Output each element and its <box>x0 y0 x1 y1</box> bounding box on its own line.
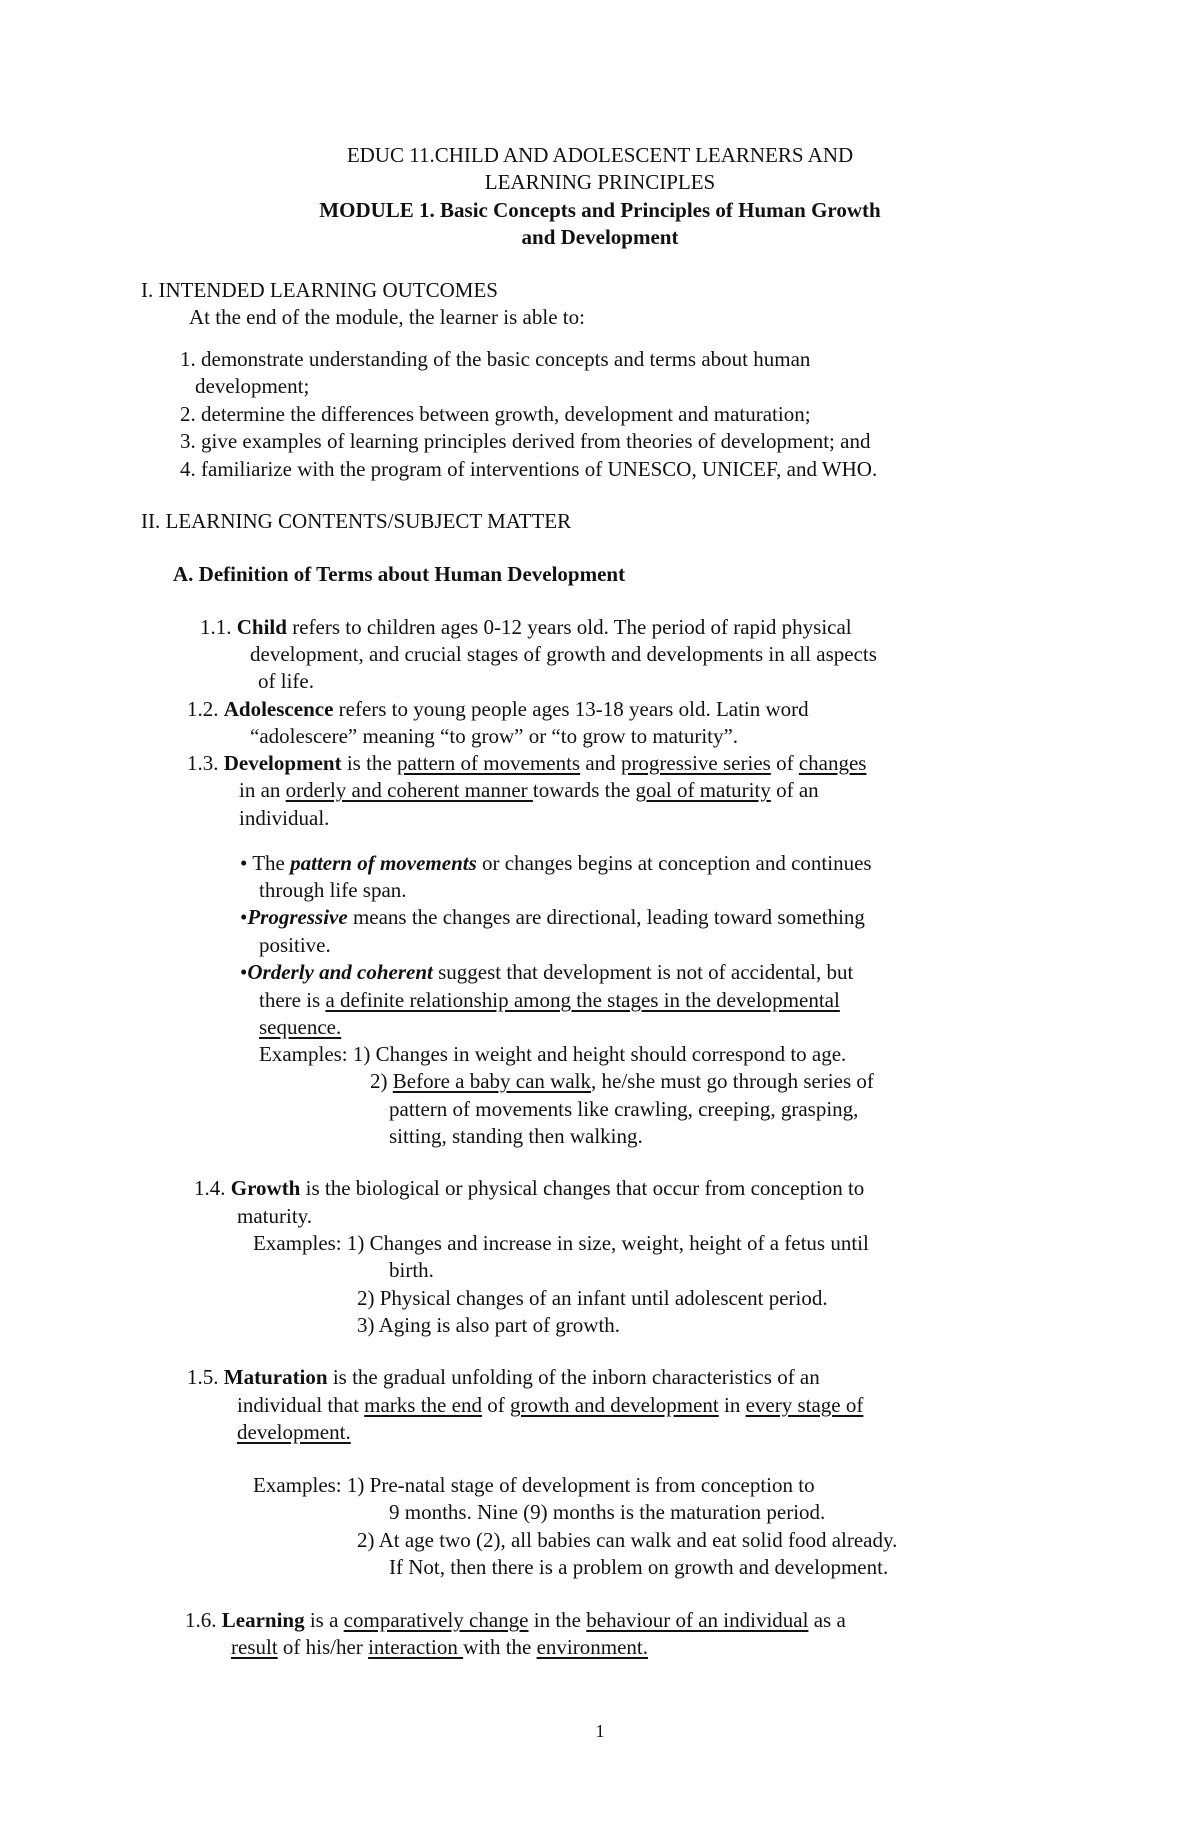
term-label: Growth <box>230 1176 301 1200</box>
term-text: refers to young people ages 13-18 years old. Latin word <box>333 697 809 721</box>
example-text: 1) Changes and increase in size, weight, height of a fetus until <box>346 1231 869 1255</box>
bullet-term: Progressive <box>247 905 348 929</box>
term-learning <box>185 1607 846 1635</box>
underlined-phrase: pattern of movements <box>396 751 581 775</box>
growth-example-3: 3) Aging is also part of growth. <box>357 1313 621 1337</box>
term-text: of <box>481 1393 510 1417</box>
term-text: towards the <box>532 778 636 802</box>
term-text: refers to children ages 0-12 years old. The period of rapid physical <box>286 615 852 639</box>
bullet-orderly-line-2 <box>259 987 840 1015</box>
term-text: is the biological or physical changes that occur from conception to <box>300 1176 865 1200</box>
term-development <box>187 750 866 778</box>
term-adolescence <box>187 696 809 724</box>
page-number: 1 <box>595 1721 605 1741</box>
underlined-phrase: environment. <box>536 1635 648 1659</box>
examples-label: Examples: <box>253 1231 347 1255</box>
term-text: individual that <box>237 1393 365 1417</box>
term-number: 1.3. <box>187 751 224 775</box>
term-number: 1.4. <box>194 1176 231 1200</box>
course-title-line-1: EDUC 11.CHILD AND ADOLESCENT LEARNERS AND <box>346 143 854 167</box>
underlined-phrase: orderly and coherent manner <box>285 778 533 802</box>
bullet-progressive <box>240 904 865 932</box>
term-child <box>200 614 852 642</box>
term-development-line-2 <box>239 777 819 805</box>
maturation-example-1 <box>253 1472 815 1500</box>
maturation-example-2-line-2: If Not, then there is a problem on growth and development. <box>389 1555 889 1579</box>
bullet-progressive-line-2: positive. <box>259 933 331 957</box>
bullet-orderly-line-3: sequence. <box>259 1015 342 1039</box>
term-child-line-2: development, and crucial stages of growth and developments in all aspects <box>250 642 877 666</box>
section-a-heading: A. Definition of Terms about Human Development <box>173 562 626 586</box>
example-text: 1) Changes in weight and height should correspond to age. <box>352 1042 847 1066</box>
term-maturation <box>187 1364 820 1392</box>
underlined-phrase: changes <box>798 751 867 775</box>
bullet-term: pattern of movements <box>290 851 477 875</box>
development-example-2-line-3: sitting, standing then walking. <box>389 1124 643 1148</box>
term-learning-line-2 <box>231 1634 648 1662</box>
term-label: Learning <box>221 1608 305 1632</box>
term-maturation-line-3: development. <box>237 1420 351 1444</box>
term-text: of an <box>770 778 819 802</box>
development-example-2 <box>370 1068 874 1096</box>
outcomes-heading: I. INTENDED LEARNING OUTCOMES <box>141 278 498 302</box>
term-text: is the gradual unfolding of the inborn characteristics of an <box>327 1365 820 1389</box>
term-number: 1.2. <box>187 697 224 721</box>
examples-label: Examples: <box>259 1042 353 1066</box>
bullet-icon: • <box>240 905 248 929</box>
term-label: Adolescence <box>223 697 334 721</box>
term-growth-line-2: maturity. <box>237 1204 313 1228</box>
growth-example-1 <box>253 1230 869 1258</box>
contents-heading: II. LEARNING CONTENTS/SUBJECT MATTER <box>141 509 572 533</box>
underlined-phrase: every stage of <box>745 1393 864 1417</box>
maturation-example-2: 2) At age two (2), all babies can walk and eat solid food already. <box>357 1528 898 1552</box>
term-label: Child <box>236 615 287 639</box>
term-text: in the <box>528 1608 587 1632</box>
module-title-line-1: MODULE 1. Basic Concepts and Principles of Human Growth <box>319 198 881 222</box>
underlined-phrase: interaction <box>368 1635 464 1659</box>
term-text: of <box>770 751 799 775</box>
term-growth <box>194 1175 864 1203</box>
term-text: is a <box>304 1608 344 1632</box>
underlined-phrase: behaviour of an individual <box>586 1608 809 1632</box>
development-example-1 <box>259 1041 846 1069</box>
term-maturation-line-2 <box>237 1392 863 1420</box>
underlined-phrase: comparatively change <box>343 1608 529 1632</box>
term-text: with the <box>463 1635 537 1659</box>
underlined-phrase: marks the end <box>364 1393 482 1417</box>
underlined-phrase: a definite relationship among the stages in the developmental <box>325 988 840 1012</box>
term-text: as a <box>808 1608 846 1632</box>
bullet-pattern-line-2: through life span. <box>259 878 407 902</box>
underlined-phrase: goal of maturity <box>635 778 771 802</box>
growth-example-1-line-2: birth. <box>389 1258 434 1282</box>
outcome-item-4: 4. familiarize with the program of interventions of UNESCO, UNICEF, and WHO. <box>180 457 878 481</box>
bullet-orderly <box>240 959 853 987</box>
term-development-line-3: individual. <box>239 806 330 830</box>
bullet-term: Orderly and coherent <box>247 960 433 984</box>
term-number: 1.6. <box>185 1608 222 1632</box>
underlined-phrase: progressive series <box>620 751 771 775</box>
example-text: 1) Pre-natal stage of development is from conception to <box>346 1473 815 1497</box>
term-label: Development <box>223 751 342 775</box>
examples-label: Examples: <box>253 1473 347 1497</box>
bullet-text: there is <box>259 988 326 1012</box>
outcome-item-1-cont: development; <box>195 374 310 398</box>
term-text: in <box>718 1393 746 1417</box>
development-example-2-line-2: pattern of movements like crawling, creeping, grasping, <box>389 1097 859 1121</box>
bullet-icon: • <box>240 960 248 984</box>
term-text: and <box>580 751 621 775</box>
term-child-line-3: of life. <box>258 669 314 693</box>
growth-example-2: 2) Physical changes of an infant until adolescent period. <box>357 1286 828 1310</box>
outcome-item-2: 2. determine the differences between growth, development and maturation; <box>180 402 811 426</box>
maturation-example-1-line-2: 9 months. Nine (9) months is the maturation period. <box>389 1500 826 1524</box>
module-title-line-2: and Development <box>521 225 679 249</box>
underlined-phrase: result <box>231 1635 278 1659</box>
bullet-pattern <box>240 850 872 878</box>
outcome-item-3: 3. give examples of learning principles derived from theories of development; and <box>180 429 871 453</box>
example-text: , he/she must go through series of <box>591 1069 874 1093</box>
term-label: Maturation <box>223 1365 328 1389</box>
term-number: 1.5. <box>187 1365 224 1389</box>
underlined-phrase: Before a baby can walk <box>392 1069 591 1093</box>
term-adolescence-line-2: “adolescere” meaning “to grow” or “to grow to maturity”. <box>250 724 739 748</box>
outcome-item-1: 1. demonstrate understanding of the basic concepts and terms about human <box>180 347 811 371</box>
example-number: 2) <box>370 1069 393 1093</box>
term-number: 1.1. <box>200 615 237 639</box>
course-title-line-2: LEARNING PRINCIPLES <box>484 170 716 194</box>
underlined-phrase: growth and development <box>509 1393 719 1417</box>
term-text: of his/her <box>277 1635 369 1659</box>
term-text: in an <box>239 778 286 802</box>
bullet-text: or changes begins at conception and continues <box>476 851 872 875</box>
outcomes-intro: At the end of the module, the learner is able to: <box>189 305 585 329</box>
term-text: is the <box>341 751 397 775</box>
bullet-icon: • The <box>240 851 291 875</box>
bullet-text: suggest that development is not of accidental, but <box>432 960 854 984</box>
bullet-text: means the changes are directional, leading toward something <box>347 905 865 929</box>
